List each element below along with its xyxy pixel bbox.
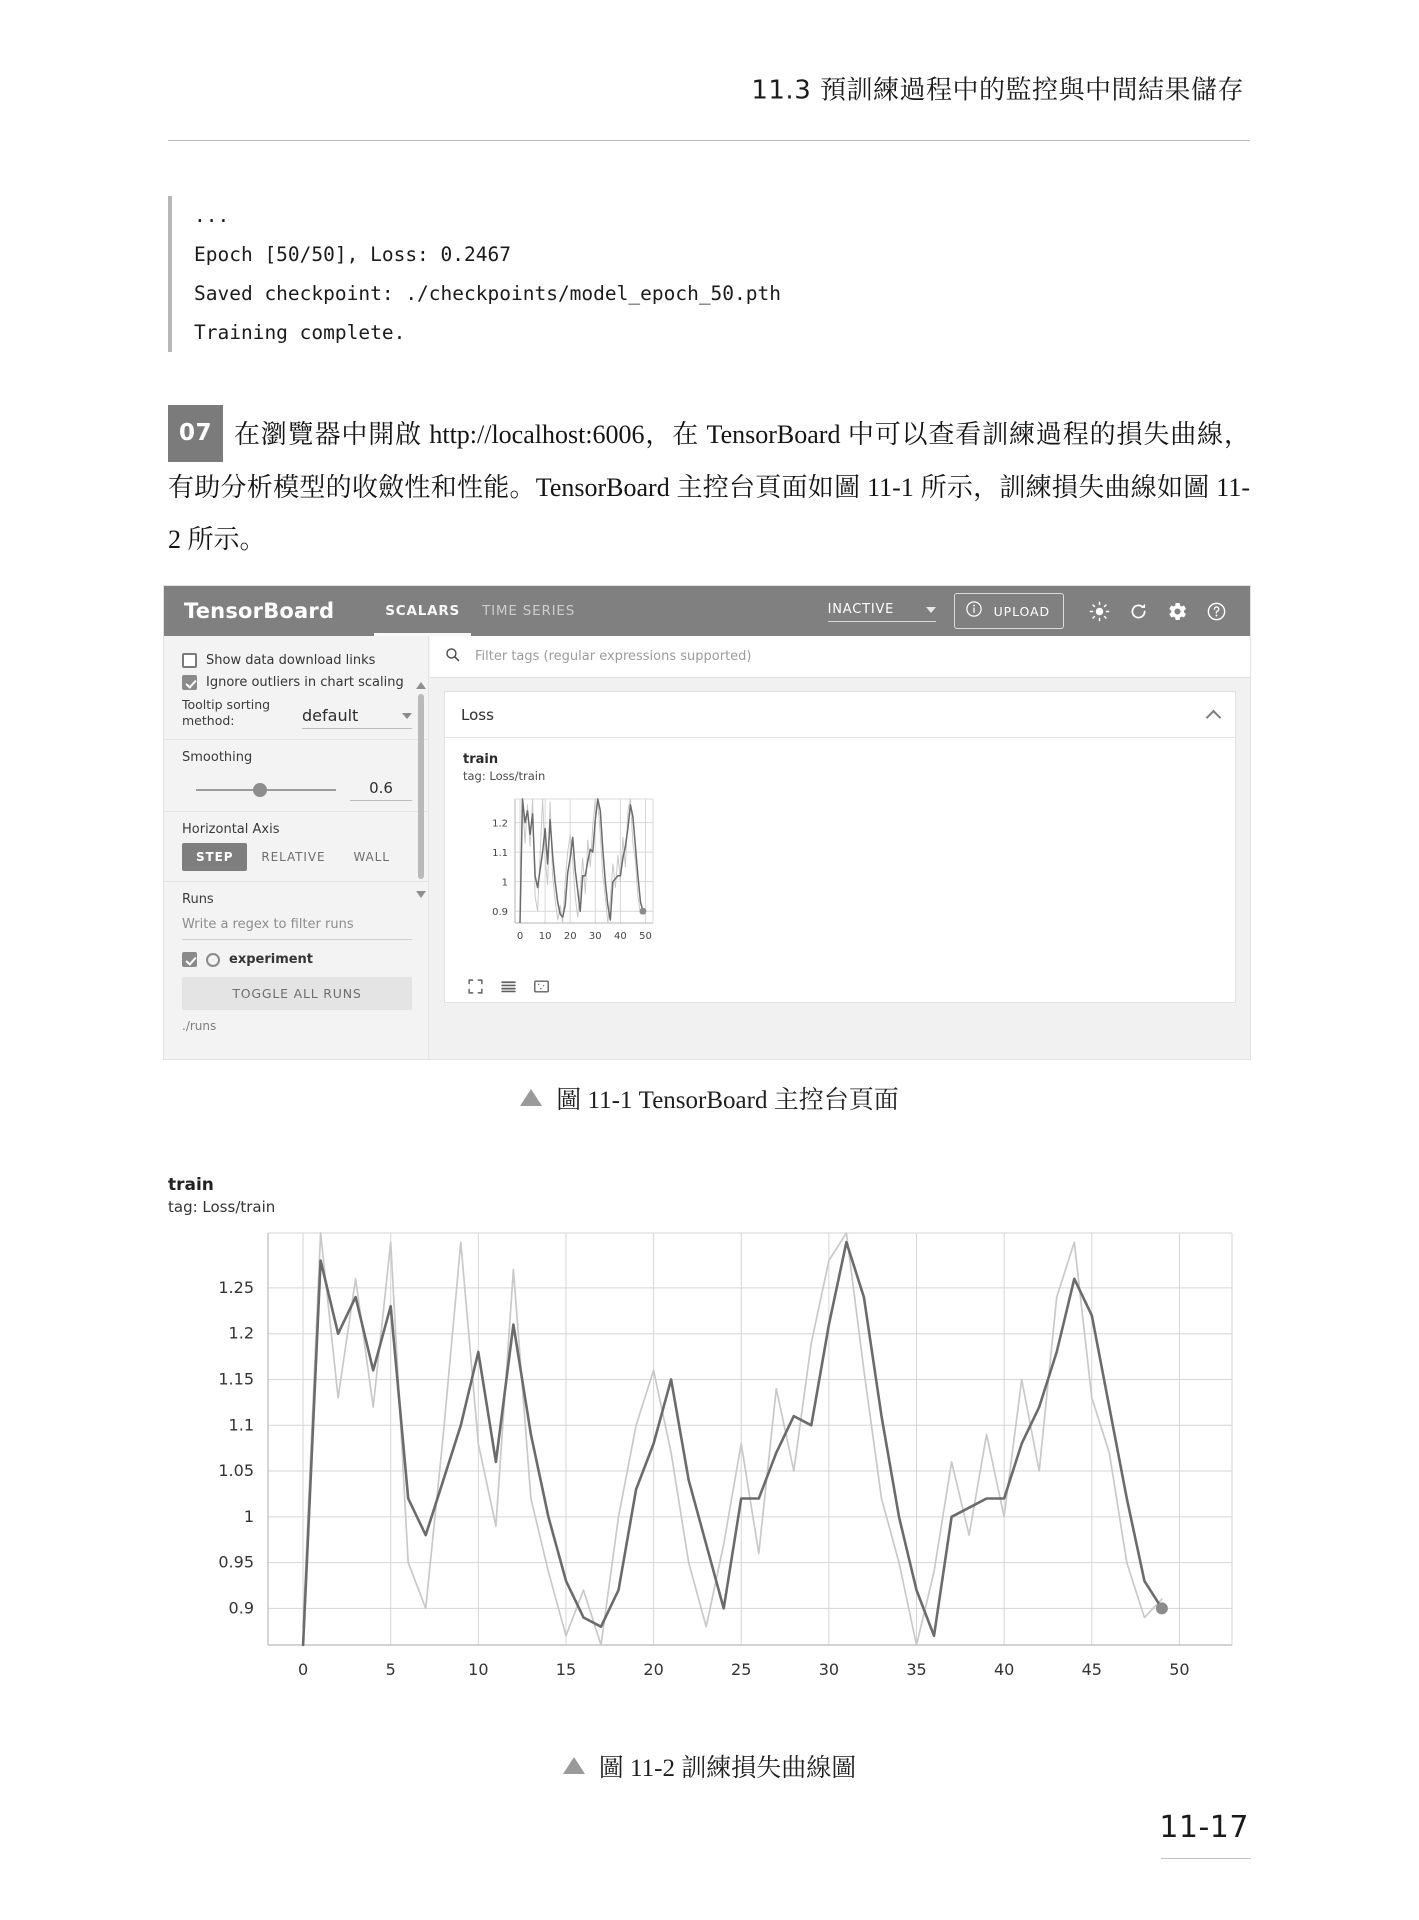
svg-text:1.1: 1.1 bbox=[228, 1415, 254, 1435]
svg-text:40: 40 bbox=[993, 1660, 1015, 1679]
card-header-loss[interactable] bbox=[445, 692, 1235, 738]
loss-curve-figure bbox=[168, 1175, 1248, 1735]
code-line: Training complete. bbox=[194, 321, 406, 344]
svg-text:25: 25 bbox=[731, 1660, 752, 1679]
page-number: 11-17 bbox=[1159, 1810, 1249, 1845]
svg-text:1: 1 bbox=[243, 1506, 254, 1526]
runs-path-label: ./runs bbox=[182, 1019, 217, 1033]
svg-text:1.15: 1.15 bbox=[218, 1369, 254, 1389]
tag-filter-input[interactable]: Filter tags (regular expressions supported) bbox=[475, 649, 752, 664]
svg-text:5: 5 bbox=[385, 1660, 396, 1679]
svg-text:20: 20 bbox=[643, 1660, 664, 1679]
checkbox-ignore-outliers[interactable] bbox=[182, 675, 197, 690]
toolbar-right-group bbox=[828, 593, 1250, 629]
reload-mode-select[interactable] bbox=[828, 600, 936, 622]
page-header-title: 11.3 預訓練過程中的監控與中間結果儲存 bbox=[751, 75, 1244, 106]
tensorboard-main-panel bbox=[430, 636, 1250, 1059]
svg-text:30: 30 bbox=[818, 1660, 840, 1679]
code-line: ... bbox=[194, 204, 230, 227]
ignore-outliers-row[interactable] bbox=[182, 675, 412, 690]
show-download-links-label: Show data download links bbox=[206, 653, 376, 668]
runs-filter-input[interactable]: Write a regex to filter runs bbox=[182, 911, 412, 940]
toggle-all-runs-button[interactable]: TOGGLE ALL RUNS bbox=[182, 977, 412, 1010]
runs-label: Runs bbox=[182, 892, 214, 907]
card-title-loss: Loss bbox=[461, 705, 494, 724]
horizontal-axis-options bbox=[182, 843, 412, 871]
checkbox-run-experiment[interactable] bbox=[182, 952, 197, 967]
step-paragraph bbox=[168, 405, 1250, 566]
svg-text:1.25: 1.25 bbox=[218, 1277, 254, 1297]
tensorboard-sidebar bbox=[164, 636, 429, 1059]
sidebar-section-smoothing bbox=[164, 740, 428, 812]
tooltip-sorting-row bbox=[182, 697, 412, 729]
scrollbar-up-arrow-icon[interactable] bbox=[416, 682, 426, 689]
tab-scalars[interactable]: SCALARS bbox=[374, 586, 471, 636]
expand-icon[interactable] bbox=[467, 978, 484, 999]
mini-chart-wrapper bbox=[445, 738, 1235, 999]
svg-text:1: 1 bbox=[501, 877, 508, 889]
page-number-divider bbox=[1161, 1858, 1251, 1859]
search-icon bbox=[444, 646, 466, 668]
step-paragraph-text: 在瀏覽器中開啟 http://localhost:6006，在 TensorBoard 中可以查看訓練過程的損失曲線，有助分析模型的收斂性和性能。TensorBoard 主控台頁面如圖 11-1 所示，訓練損失曲線如圖 11-2 所示。 bbox=[168, 420, 1250, 554]
step-number-badge: 07 bbox=[168, 405, 223, 462]
figure-caption-11-2-text: 圖 11-2 訓練損失曲線圖 bbox=[598, 1755, 857, 1782]
tensorboard-toolbar bbox=[164, 586, 1250, 636]
upload-button[interactable] bbox=[954, 593, 1064, 629]
chevron-down-icon bbox=[926, 607, 936, 613]
radio-run-experiment[interactable] bbox=[206, 953, 220, 967]
svg-text:30: 30 bbox=[588, 931, 602, 942]
svg-text:0.9: 0.9 bbox=[228, 1598, 254, 1618]
big-chart-tag: tag: Loss/train bbox=[168, 1198, 276, 1216]
fit-icon[interactable] bbox=[533, 978, 550, 999]
code-line: Epoch [50/50], Loss: 0.2467 bbox=[194, 243, 511, 266]
ignore-outliers-label: Ignore outliers in chart scaling bbox=[206, 675, 404, 690]
scalar-card-loss bbox=[444, 691, 1236, 1003]
code-line: Saved checkpoint: ./checkpoints/model_epoch_50.pth bbox=[194, 282, 781, 305]
gear-icon[interactable] bbox=[1167, 601, 1188, 622]
refresh-icon[interactable] bbox=[1128, 601, 1149, 622]
axis-option-step[interactable]: STEP bbox=[182, 843, 247, 871]
figure-caption-11-2 bbox=[0, 1748, 1419, 1784]
figure-caption-11-1 bbox=[0, 1080, 1419, 1116]
figure-caption-11-1-text: 圖 11-1 TensorBoard 主控台頁面 bbox=[556, 1087, 899, 1114]
tooltip-sorting-value: default bbox=[302, 706, 359, 725]
svg-text:35: 35 bbox=[906, 1660, 927, 1679]
mini-chart-title: train bbox=[463, 752, 499, 767]
big-chart-title: train bbox=[168, 1175, 214, 1195]
smoothing-slider[interactable] bbox=[196, 789, 336, 791]
tensorboard-tabs bbox=[374, 586, 586, 636]
checkbox-show-download-links[interactable] bbox=[182, 653, 197, 668]
tooltip-sorting-select[interactable] bbox=[302, 706, 412, 729]
sidebar-section-general bbox=[164, 636, 428, 740]
sidebar-scrollbar[interactable] bbox=[418, 694, 424, 879]
svg-text:0.9: 0.9 bbox=[492, 907, 508, 919]
tensorboard-screenshot bbox=[163, 585, 1251, 1060]
svg-text:50: 50 bbox=[1169, 1660, 1190, 1679]
tooltip-sorting-label: Tooltip sorting method: bbox=[182, 697, 271, 728]
info-icon bbox=[965, 600, 987, 622]
tab-time-series[interactable]: TIME SERIES bbox=[482, 603, 576, 619]
horizontal-axis-label: Horizontal Axis bbox=[182, 822, 280, 837]
smoothing-control bbox=[182, 779, 412, 801]
svg-text:20: 20 bbox=[563, 931, 577, 942]
run-name-label: experiment bbox=[229, 952, 314, 967]
upload-button-label: UPLOAD bbox=[993, 603, 1050, 619]
tensorboard-logo: TensorBoard bbox=[184, 599, 335, 623]
axis-option-relative[interactable]: RELATIVE bbox=[261, 850, 326, 864]
sidebar-section-runs bbox=[164, 882, 428, 1043]
mini-chart-tag: tag: Loss/train bbox=[463, 769, 546, 783]
svg-text:1.05: 1.05 bbox=[218, 1461, 254, 1481]
show-download-links-row[interactable] bbox=[182, 653, 412, 668]
svg-text:0: 0 bbox=[297, 1660, 309, 1679]
chevron-up-icon[interactable] bbox=[1206, 709, 1222, 725]
svg-text:0: 0 bbox=[516, 931, 524, 942]
brightness-icon[interactable] bbox=[1089, 601, 1110, 622]
big-chart-plot[interactable] bbox=[168, 1223, 1248, 1728]
svg-text:15: 15 bbox=[555, 1660, 577, 1679]
code-block bbox=[168, 196, 1068, 352]
svg-text:45: 45 bbox=[1081, 1660, 1102, 1679]
svg-text:1.2: 1.2 bbox=[492, 818, 508, 830]
lines-icon[interactable] bbox=[500, 978, 517, 999]
svg-text:50: 50 bbox=[639, 931, 652, 942]
svg-text:1.2: 1.2 bbox=[228, 1323, 254, 1343]
sidebar-section-horizontal-axis bbox=[164, 812, 428, 882]
triangle-marker-icon bbox=[520, 1089, 542, 1106]
help-icon[interactable] bbox=[1206, 601, 1227, 622]
chevron-down-icon bbox=[402, 713, 412, 719]
mini-loss-chart[interactable] bbox=[463, 793, 1235, 972]
triangle-marker-icon bbox=[563, 1757, 585, 1774]
svg-text:0.95: 0.95 bbox=[218, 1552, 254, 1572]
page-header bbox=[0, 0, 1419, 150]
mini-chart-toolbar bbox=[463, 978, 1235, 999]
axis-option-wall[interactable]: WALL bbox=[353, 850, 390, 864]
reload-mode-value: INACTIVE bbox=[827, 602, 895, 617]
svg-text:10: 10 bbox=[538, 931, 552, 942]
svg-text:10: 10 bbox=[468, 1660, 489, 1679]
smoothing-value-input[interactable]: 0.6 bbox=[350, 779, 412, 801]
header-divider bbox=[168, 140, 1250, 141]
smoothing-label: Smoothing bbox=[182, 750, 253, 765]
tag-filter-bar[interactable] bbox=[430, 636, 1250, 678]
run-item-experiment[interactable] bbox=[182, 952, 412, 967]
svg-text:1.1: 1.1 bbox=[492, 848, 508, 860]
svg-text:40: 40 bbox=[614, 931, 627, 942]
scrollbar-down-arrow-icon[interactable] bbox=[416, 891, 426, 898]
smoothing-slider-knob[interactable] bbox=[253, 783, 267, 797]
